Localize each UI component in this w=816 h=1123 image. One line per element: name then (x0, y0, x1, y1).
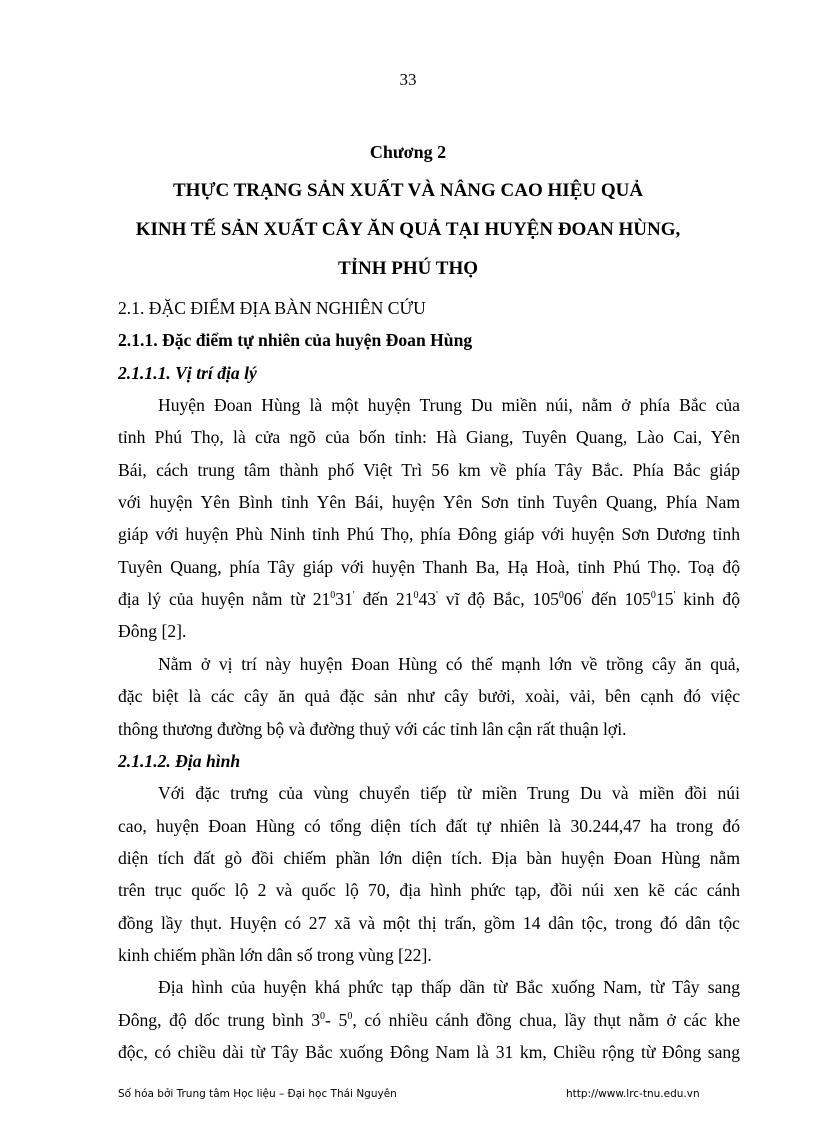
chapter-title-line: THỰC TRẠNG SẢN XUẤT VÀ NÂNG CAO HIỆU QUẢ (172, 180, 644, 201)
chapter-title-line: TỈNH PHÚ THỌ (337, 258, 479, 279)
degree-mark: 0 (347, 1011, 353, 1022)
paragraph-line: với huyện Yên Bình tỉnh Yên Bái, huyện Yên Sơn tỉnh Tuyên Quang, Phía Nam (118, 492, 740, 512)
coordinate-value: 105 (624, 589, 651, 609)
paragraph-line: thông thương đường bộ và đường thuỷ với các tỉnh lân cận rất thuận lợi. (118, 719, 627, 739)
chapter-header (0, 139, 816, 288)
paragraph-line: Đông [2]. (118, 621, 187, 641)
degree-mark: 0 (320, 1011, 326, 1022)
paragraph-line: đồng lầy thụt. Huyện có 27 xã và một thị trấn, gồm 14 dân tộc, trong đó dân tộc (118, 913, 740, 933)
coordinate-value: 31 (335, 589, 353, 609)
coordinates-text: đến (583, 589, 625, 609)
minute-mark: ' (673, 590, 676, 601)
coordinate-value: 15 (655, 589, 674, 609)
paragraph-line: Nằm ở vị trí này huyện Đoan Hùng có thế mạnh lớn về trồng cây ăn quả, (158, 654, 740, 674)
paragraph-line: tỉnh Phú Thọ, là cửa ngõ của bốn tỉnh: Hà Giang, Tuyên Quang, Lào Cai, Yên (118, 427, 740, 447)
chapter-title (0, 171, 816, 288)
chapter-label: Chương 2 (369, 142, 447, 162)
coordinate-value: 06 (563, 589, 582, 609)
slope-text: - (325, 1010, 339, 1030)
paragraph-line: đặc biệt là các cây ăn quả đặc sản như cây bưởi, xoài, vải, bên cạnh đó việc (118, 686, 740, 706)
slope-line (118, 1009, 740, 1035)
minute-mark: ' (581, 590, 584, 601)
degree-mark: 0 (650, 590, 656, 601)
coordinate-value: 105 (532, 589, 559, 609)
coordinate-value: 43 (418, 589, 437, 609)
footer-url[interactable]: http://www.lrc-tnu.edu.vn (566, 1088, 700, 1100)
degree-mark: 0 (558, 590, 564, 601)
coordinates-text: kinh độ (675, 589, 740, 609)
degree-mark: 0 (413, 590, 419, 601)
slope-value: 3 (311, 1010, 321, 1030)
paragraph-line: Tuyên Quang, phía Tây giáp với huyện Thanh Ba, Hạ Hoà, tỉnh Phú Thọ. Toạ độ (118, 557, 740, 577)
paragraph-line: Địa hình của huyện khá phức tạp thấp dần từ Bắc xuống Nam, từ Tây sang (158, 977, 740, 997)
paragraph-line: kinh chiếm phần lớn dân số trong vùng [22]. (118, 945, 432, 965)
coordinates-text: địa lý của huyện nằm từ (118, 589, 313, 609)
coordinate-value: 21 (312, 589, 331, 609)
minute-mark: ' (436, 590, 438, 601)
paragraph-line: giáp với huyện Phù Ninh tỉnh Phú Thọ, phía Đông giáp với huyện Sơn Dương tỉnh (118, 524, 740, 544)
degree-mark: 0 (330, 590, 336, 601)
paragraph-line: Với đặc trưng của vùng chuyển tiếp từ miền Trung Du và miền đồi núi (158, 783, 740, 803)
slope-text: Đông, độ dốc trung bình (118, 1010, 312, 1030)
coordinates-text: đến (354, 589, 396, 609)
paragraph-line: Bái, cách trung tâm thành phố Việt Trì 56 km về phía Tây Bắc. Phía Bắc giáp (118, 460, 740, 480)
paragraph-line: độc, có chiều dài từ Tây Bắc xuống Đông Nam là 31 km, Chiều rộng từ Đông sang (118, 1042, 740, 1062)
slope-text: , có nhiều cánh đồng chua, lầy thụt nằm ở các khe (352, 1010, 740, 1030)
slope-value: 5 (338, 1010, 348, 1030)
coordinates-text: vĩ độ Bắc, (437, 589, 533, 609)
paragraph-line: cao, huyện Đoan Hùng có tổng diện tích đất tự nhiên là 30.244,47 ha trong đó (118, 816, 740, 836)
coordinate-value: 21 (395, 589, 414, 609)
section-heading: 2.1. ĐẶC ĐIỂM ĐỊA BÀN NGHIÊN CỨU (118, 298, 426, 318)
location-heading: 2.1.1.1. Vị trí địa lý (118, 363, 257, 383)
terrain-heading: 2.1.1.2. Địa hình (118, 751, 241, 771)
coordinates-line (118, 588, 740, 614)
footer-source: Số hóa bởi Trung tâm Học liệu – Đại học Thái Nguyên (118, 1088, 397, 1100)
paragraph-line: Huyện Đoan Hùng là một huyện Trung Du miền núi, nằm ở phía Bắc của (158, 395, 740, 415)
chapter-title-line: KINH TẾ SẢN XUẤT CÂY ĂN QUẢ TẠI HUYỆN ĐOAN HÙNG, (135, 219, 681, 240)
paragraph-line: diện tích đất gò đồi chiếm phần lớn diện tích. Địa bàn huyện Đoan Hùng nằm (118, 848, 740, 868)
page-number: 33 (399, 70, 417, 89)
minute-mark: ' (352, 590, 355, 601)
subsection-heading: 2.1.1. Đặc điểm tự nhiên của huyện Đoan Hùng (118, 330, 473, 350)
paragraph-line: trên trục quốc lộ 2 và quốc lộ 70, địa hình phức tạp, đồi núi xen kẽ các cánh (118, 880, 740, 900)
